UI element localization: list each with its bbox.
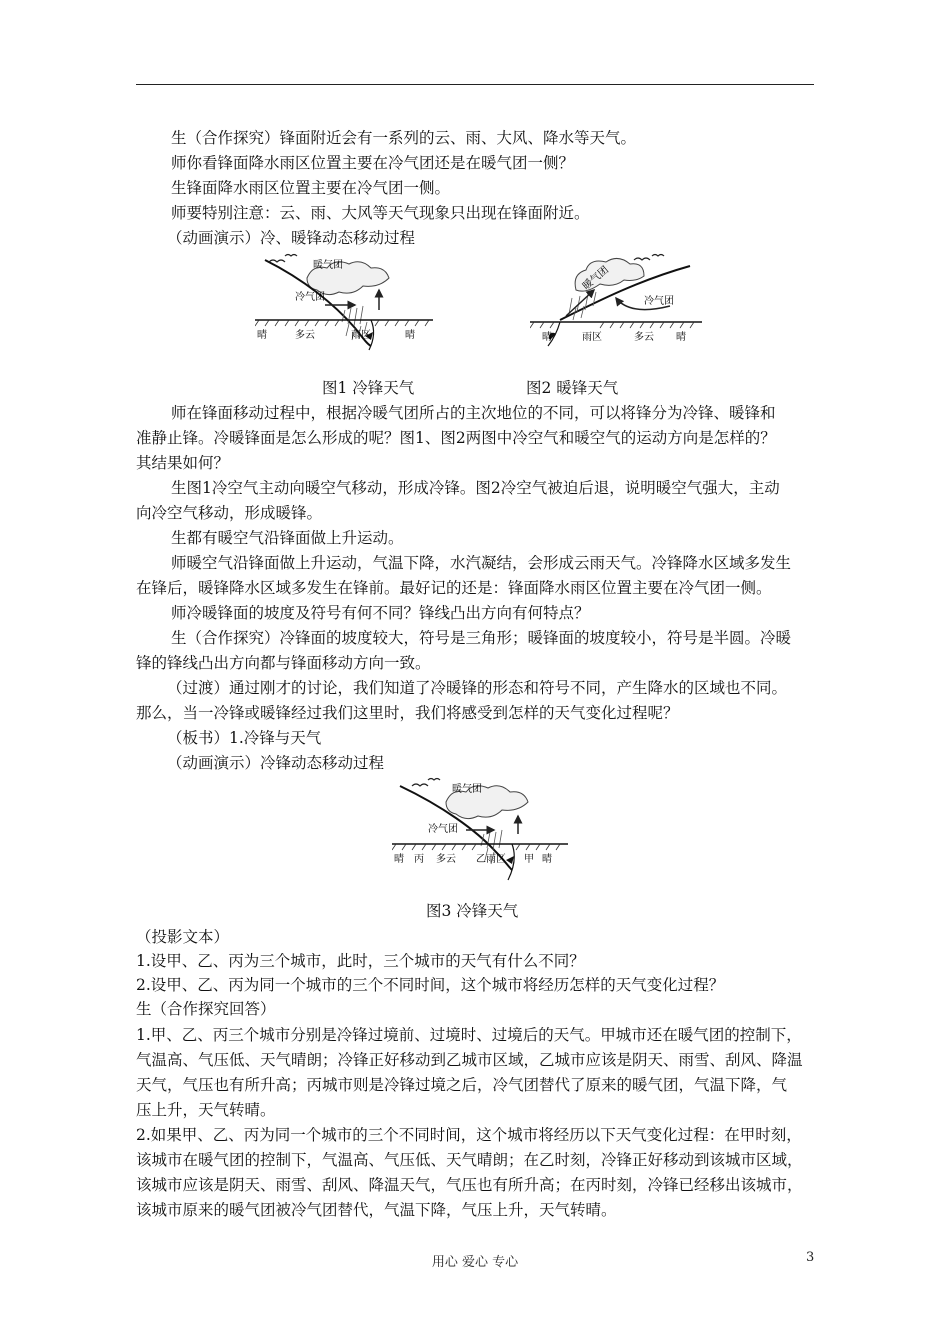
- ground-label: 雨区: [351, 330, 371, 341]
- ground-label: 晴: [405, 330, 415, 341]
- page-footer: 用心 爱心 专心: [431, 1255, 519, 1270]
- text-line: 生（合作探究）锋面附近会有一系列的云、雨、大风、降水等天气。: [171, 129, 637, 147]
- figure-1-cold-front: [255, 250, 435, 370]
- text-line: 天气，气压也有所升高；丙城市则是冷锋过境之后，冷气团替代了原来的暖气团，气温下降，气: [136, 1076, 788, 1094]
- text-line: 师你看锋面降水雨区位置主要在冷气团还是在暖气团一侧？: [171, 154, 575, 172]
- text-line: 生（合作探究）冷锋面的坡度较大，符号是三角形；暖锋面的坡度较小，符号是半圆。冷暖: [171, 629, 792, 647]
- text-line: （动画演示）冷锋动态移动过程: [167, 754, 385, 772]
- ground-label: 晴: [542, 854, 552, 865]
- text-line: 2.如果甲、乙、丙为同一个城市的三个不同时间，这个城市将经历以下天气变化过程：在甲时刻，: [136, 1126, 802, 1144]
- text-line: 锋的锋线凸出方向都与锋面移动方向一致。: [136, 654, 431, 672]
- figure-3-caption: 图3 冷锋天气: [426, 902, 519, 920]
- text-line: 师冷暖锋面的坡度及符号有何不同？锋线凸出方向有何特点？: [171, 604, 590, 622]
- text-line: 生锋面降水雨区位置主要在冷气团一侧。: [171, 179, 451, 197]
- text-line: （动画演示）冷、暖锋动态移动过程: [167, 229, 416, 247]
- text-line: （过渡）通过刚才的讨论，我们知道了冷暖锋的形态和符号不同，产生降水的区域也不同。: [167, 679, 788, 697]
- figure-1-caption: 图1 冷锋天气: [322, 379, 415, 397]
- ground-label: 晴: [676, 332, 686, 343]
- ground-label: 丙: [414, 854, 424, 865]
- ground-label: 乙雨区: [476, 854, 506, 865]
- text-line: 向冷空气移动，形成暖锋。: [136, 504, 323, 522]
- text-line: 该城市在暖气团的控制下，气温高、气压低、天气晴朗；在乙时刻，冷锋正好移动到该城市区域，: [136, 1151, 803, 1169]
- page-number: 3: [806, 1250, 815, 1265]
- text-line: 在锋后，暖锋降水区域多发生在锋前。最好记的还是：锋面降水雨区位置主要在冷气团一侧。: [136, 579, 772, 597]
- ground-label: 雨区: [582, 332, 602, 343]
- header-rule: [136, 84, 814, 85]
- cold-air-label: 冷气团: [428, 824, 458, 835]
- text-line: （板书）1.冷锋与天气: [167, 729, 322, 747]
- text-line: 1.设甲、乙、丙为三个城市，此时，三个城市的天气有什么不同？: [136, 952, 585, 970]
- text-line: （投影文本）: [136, 928, 230, 946]
- figure-2-caption: 图2 暖锋天气: [526, 379, 619, 397]
- figure-3-cold-front: [392, 774, 572, 894]
- cold-air-label: 冷气团: [644, 296, 674, 307]
- ground-label: 多云: [436, 854, 456, 865]
- warm-air-label: 暖气团: [580, 264, 611, 293]
- text-line: 师要特别注意：云、雨、大风等天气现象只出现在锋面附近。: [171, 204, 590, 222]
- text-line: 师暖空气沿锋面做上升运动，气温下降，水汽凝结，会形成云雨天气。冷锋降水区域多发生: [171, 554, 792, 572]
- ground-label: 甲: [524, 854, 534, 865]
- ground-label: 晴: [394, 854, 404, 865]
- text-line: 其结果如何？: [136, 454, 230, 472]
- text-line: 1.甲、乙、丙三个城市分别是冷锋过境前、过境时、过境后的天气。甲城市还在暖气团的控制下，: [136, 1026, 802, 1044]
- text-line: 压上升，天气转晴。: [136, 1101, 276, 1119]
- cold-air-label: 冷气团: [295, 292, 325, 303]
- figure-2-warm-front: [530, 250, 705, 370]
- text-line: 该城市原来的暖气团被冷气团替代，气温下降，气压上升，天气转晴。: [136, 1201, 617, 1219]
- text-line: 生图1冷空气主动向暖空气移动，形成冷锋。图2冷空气被迫后退，说明暖空气强大，主动: [171, 479, 780, 497]
- warm-air-label: 暖气团: [452, 784, 482, 795]
- ground-label: 多云: [634, 332, 654, 343]
- text-line: 生（合作探究回答）: [136, 1000, 276, 1018]
- ground-label: 多云: [295, 330, 315, 341]
- text-line: 那么，当一冷锋或暖锋经过我们这里时，我们将感受到怎样的天气变化过程呢？: [136, 704, 679, 722]
- text-line: 准静止锋。冷暖锋面是怎么形成的呢？图1、图2两图中冷空气和暖空气的运动方向是怎样的？: [136, 429, 776, 447]
- ground-label: 晴: [542, 332, 552, 343]
- warm-air-label: 暖气团: [313, 260, 343, 271]
- text-line: 该城市应该是阴天、雨雪、刮风、降温天气，气压也有所升高；在丙时刻，冷锋已经移出该城市，: [136, 1176, 803, 1194]
- text-line: 生都有暖空气沿锋面做上升运动。: [171, 529, 404, 547]
- text-line: 2.设甲、乙、丙为同一个城市的三个不同时间，这个城市将经历怎样的天气变化过程？: [136, 976, 725, 994]
- ground-label: 晴: [257, 330, 267, 341]
- text-line: 气温高、气压低、天气晴朗；冷锋正好移动到乙城市区域，乙城市应该是阴天、雨雪、刮风、降温: [136, 1051, 803, 1069]
- text-line: 师在锋面移动过程中，根据冷暖气团所占的主次地位的不同，可以将锋分为冷锋、暖锋和: [171, 404, 776, 422]
